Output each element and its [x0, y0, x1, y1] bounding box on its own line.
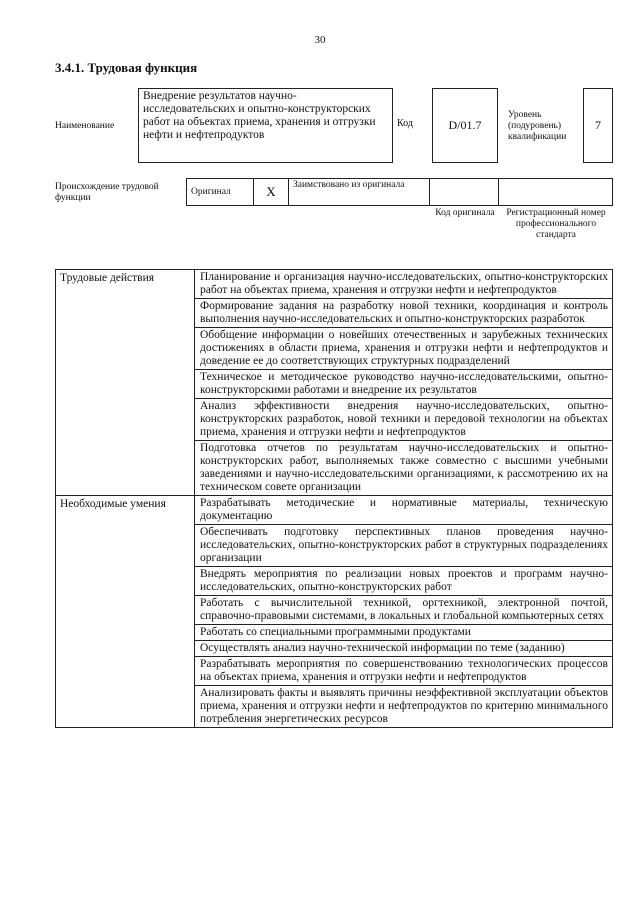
- origin-borrowed-cell: [288, 178, 430, 206]
- qualification-level-box: [583, 88, 613, 163]
- qualification-level-value: 7: [595, 118, 601, 132]
- labor-actions-label: Трудовые действия: [56, 270, 195, 496]
- origin-original-cell: [186, 178, 254, 206]
- origin-code-caption: Код оригинала: [435, 208, 495, 218]
- labor-action-item: Анализ эффективности внедрения научно-исследовательских, опытно-конструкторских разработок, новой техники и передовой технологии на объектах приема, хранения и отгрузки нефти и нефтепродуктов: [195, 399, 612, 441]
- required-skills-list: [195, 496, 613, 728]
- skill-item: Разрабатывать мероприятия по совершенствованию технологических процессов на объектах приема, хранения и отгрузки нефти и нефтепродуктов: [195, 657, 612, 686]
- skill-item: Осуществлять анализ научно-технической информации по теме (заданию): [195, 641, 612, 657]
- origin-original-mark: X: [266, 184, 276, 199]
- labor-actions-list: [195, 270, 613, 496]
- name-label: Наименование: [55, 121, 115, 131]
- function-details-table: [55, 269, 613, 728]
- skill-item: Обеспечивать подготовку перспективных планов проведения научно-исследовательских, опытно-конструкторских работ в структурных подразделениях организации: [195, 525, 612, 567]
- section-title: 3.4.1. Трудовая функция: [55, 60, 198, 75]
- required-skills-label: Необходимые умения: [56, 496, 195, 728]
- function-code-value: D/01.7: [448, 118, 482, 132]
- origin-reg-cell: [498, 178, 613, 206]
- labor-action-item: Техническое и методическое руководство научно-исследовательскими, опытно-конструкторскими работами и внедрение их результатов: [195, 370, 612, 399]
- skill-item: Работать со специальными программными продуктами: [195, 625, 612, 641]
- labor-action-item: Обобщение информации о новейших отечественных и зарубежных технических достижениях в области приема, хранения и отгрузки нефти и нефтепродуктов и доведение ее до соответствующих структурных подразделений: [195, 328, 612, 370]
- labor-action-item: Формирование задания на разработку новой техники, координация и контроль выполнения научно-исследовательских и опытно-конструкторских разработок: [195, 299, 612, 328]
- skill-item: Разрабатывать методические и нормативные материалы, техническую документацию: [195, 496, 612, 525]
- qualification-level-label: Уровень (подуровень) квалификации: [508, 110, 567, 142]
- origin-code-cell: [429, 178, 499, 206]
- origin-original-label: Оригинал: [191, 187, 231, 197]
- skill-item: Внедрять мероприятия по реализации новых проектов и программ научно-исследовательских, опытно-конструкторских работ: [195, 567, 612, 596]
- origin-row: [186, 178, 613, 206]
- function-code-box: [432, 88, 498, 163]
- skill-item: Анализировать факты и выявлять причины неэффективной эксплуатации объектов приема, хранения и отгрузки нефти и нефтепродуктов по критерию минимального потребления энергетических ресурсов: [200, 687, 608, 725]
- origin-reg-caption: Регистрационный номер профессионального стандарта: [506, 208, 606, 240]
- origin-borrowed-label: Заимствовано из оригинала: [293, 180, 405, 190]
- code-label: Код: [397, 118, 413, 129]
- labor-actions-row: [56, 270, 613, 496]
- labor-action-item: Подготовка отчетов по результатам научно-исследовательских и опытно-конструкторских работ, выполняемых также совместно с высшими учебными заведениями и научно-исследовательскими организациями, к рассмотрению их на техническом совете организации: [200, 442, 608, 493]
- labor-action-item: Планирование и организация научно-исследовательских, опытно-конструкторских работ на объектах приема, хранения и отгрузки нефти и нефтепродуктов: [195, 270, 612, 299]
- function-name-box: Внедрение результатов научно-исследовательских и опытно-конструкторских работ на объектах приема, хранения и отгрузки нефти и нефтепродуктов: [138, 88, 393, 163]
- skill-item: Работать с вычислительной техникой, оргтехникой, электронной почтой, справочно-правовыми системами, в локальных и глобальной компьютерных сетях: [195, 596, 612, 625]
- page-number: 30: [314, 34, 326, 46]
- origin-mark-cell: [253, 178, 289, 206]
- origin-label: Происхождение трудовой функции: [55, 182, 159, 203]
- required-skills-row: [56, 496, 613, 728]
